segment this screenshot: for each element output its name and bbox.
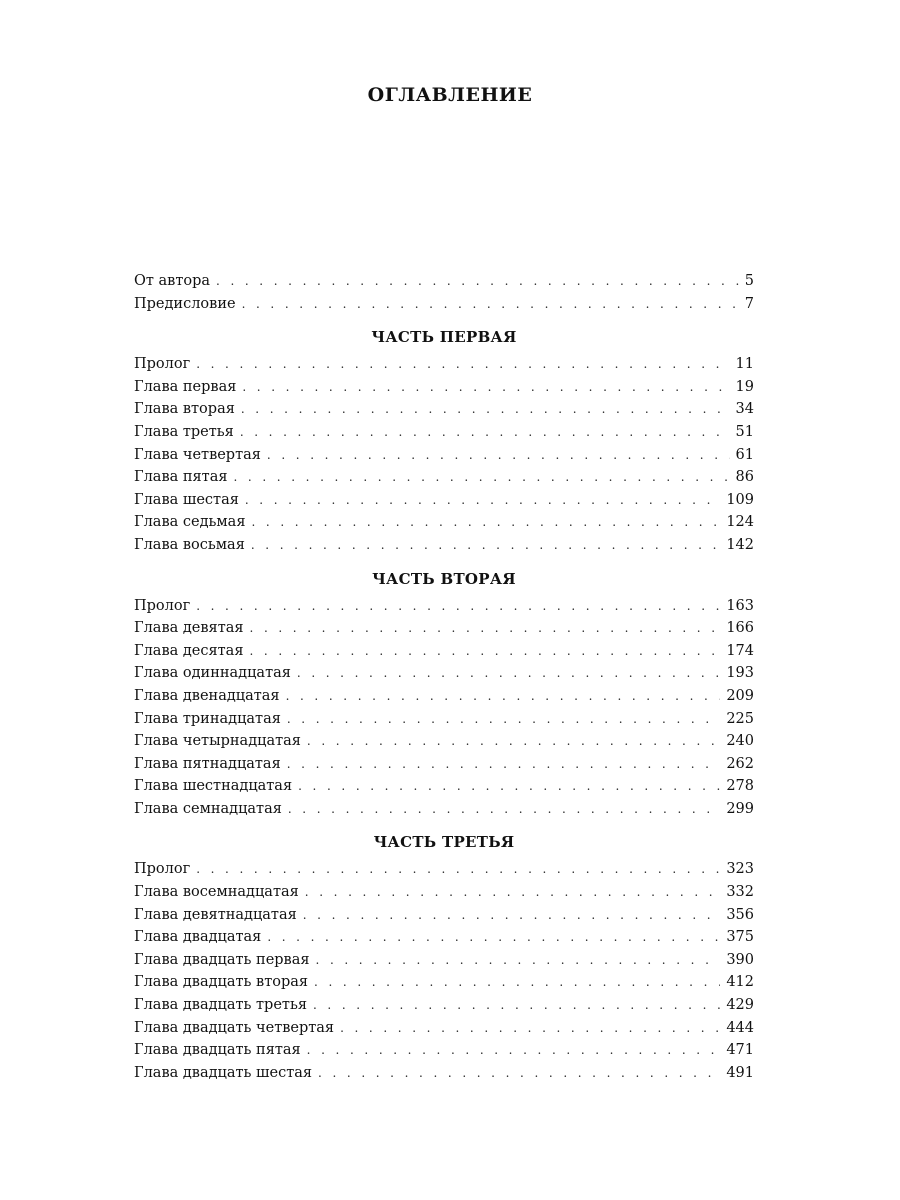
toc-entry-page: 124 [726, 514, 754, 531]
toc-entry-label: Глава вторая [134, 401, 235, 418]
toc-entry-page: 34 [735, 401, 754, 418]
toc-part-section [134, 325, 754, 556]
dot-leader [251, 534, 720, 557]
toc-entry[interactable] [134, 489, 754, 512]
toc-entry[interactable] [134, 949, 754, 972]
toc-entry-label: Глава шестая [134, 491, 239, 508]
toc-entry-page: 193 [726, 665, 754, 682]
dot-leader [249, 640, 720, 663]
toc-entry-label: Глава шестнадцатая [134, 778, 293, 795]
front-matter [134, 270, 754, 315]
toc-entry-page: 323 [726, 861, 754, 878]
part-heading: ЧАСТЬ ТРЕТЬЯ [373, 833, 515, 852]
dot-leader [267, 444, 730, 467]
toc-entry[interactable] [134, 376, 754, 399]
toc-entry-page: 491 [726, 1064, 754, 1081]
dot-leader [303, 904, 721, 927]
toc-entry-page: 444 [726, 1019, 754, 1036]
toc-entry-label: Глава семнадцатая [134, 800, 282, 817]
dot-leader [316, 949, 721, 972]
toc-entry-label: Глава двадцать вторая [134, 974, 309, 991]
toc-entry[interactable] [134, 881, 754, 904]
toc-entry-page: 412 [726, 974, 754, 991]
toc-entry-page: 61 [735, 446, 754, 463]
toc-entry-label: Глава восьмая [134, 536, 245, 553]
toc-entry[interactable] [134, 662, 754, 685]
dot-leader [305, 881, 721, 904]
toc-entry[interactable] [134, 685, 754, 708]
toc-entry[interactable] [134, 798, 754, 821]
toc-entry[interactable] [134, 595, 754, 618]
toc-entry[interactable] [134, 444, 754, 467]
toc-entry-page: 471 [726, 1042, 754, 1059]
toc-part-section [134, 567, 754, 821]
toc-entry-label: Глава четырнадцатая [134, 733, 301, 750]
toc-entry-label: Глава десятая [134, 642, 244, 659]
toc-entry-label: Глава двадцать третья [134, 997, 307, 1014]
toc-entry-page: 225 [726, 710, 754, 727]
dot-leader [314, 971, 720, 994]
toc-entry-page: 429 [726, 997, 754, 1014]
toc-entry-label: Глава первая [134, 378, 237, 395]
dot-leader [340, 1017, 720, 1040]
toc-entry[interactable] [134, 994, 754, 1017]
toc-entry[interactable] [134, 293, 754, 316]
toc-parts [134, 325, 754, 1084]
toc-entry-page: 7 [744, 295, 754, 312]
toc-entry-page: 278 [726, 778, 754, 795]
toc-entry-page: 262 [726, 755, 754, 772]
toc-entry[interactable] [134, 640, 754, 663]
toc-entry-page: 11 [735, 356, 754, 373]
dot-leader [267, 926, 720, 949]
toc-entry-page: 299 [726, 800, 754, 817]
toc-entry-label: Глава седьмая [134, 514, 246, 531]
dot-leader [245, 489, 720, 512]
toc-entry-label: От автора [134, 273, 211, 289]
page-title: ОГЛАВЛЕНИЕ [367, 84, 533, 106]
toc-entry[interactable] [134, 466, 754, 489]
toc-entry-label: Глава тринадцатая [134, 710, 281, 727]
toc-entry-page: 209 [726, 687, 754, 704]
toc-part-section [134, 830, 754, 1084]
dot-leader [251, 511, 720, 534]
toc-entry-label: Глава одиннадцатая [134, 665, 291, 682]
dot-leader [297, 662, 720, 685]
table-of-contents [134, 270, 754, 1084]
toc-entry[interactable] [134, 353, 754, 376]
dot-leader [286, 685, 721, 708]
dot-leader [313, 994, 720, 1017]
toc-entry-label: Глава пятнадцатая [134, 755, 281, 772]
toc-entry-page: 375 [726, 929, 754, 946]
toc-entry[interactable] [134, 730, 754, 753]
toc-entry-page: 332 [726, 884, 754, 901]
toc-entry[interactable] [134, 971, 754, 994]
toc-entry-page: 109 [726, 491, 754, 508]
toc-entry-label: Глава двадцать первая [134, 951, 310, 968]
toc-entry-page: 174 [726, 642, 754, 659]
toc-entry-page: 5 [744, 273, 754, 289]
toc-entry[interactable] [134, 904, 754, 927]
toc-entry[interactable] [134, 775, 754, 798]
toc-entry[interactable] [134, 398, 754, 421]
toc-entry[interactable] [134, 926, 754, 949]
dot-leader [287, 753, 721, 776]
dot-leader [234, 466, 730, 489]
toc-entry-label: Глава двадцать четвертая [134, 1019, 335, 1036]
toc-entry[interactable] [134, 421, 754, 444]
toc-entry-page: 240 [726, 733, 754, 750]
toc-entry-label: Глава девятнадцатая [134, 906, 297, 923]
toc-entry[interactable] [134, 1017, 754, 1040]
dot-leader [241, 398, 730, 421]
toc-entry-label: Глава четвертая [134, 446, 261, 463]
dot-leader [242, 293, 739, 316]
dot-leader [240, 421, 730, 444]
toc-entry[interactable] [134, 1062, 754, 1085]
toc-entry-page: 51 [735, 423, 754, 440]
toc-entry-label: Глава третья [134, 423, 234, 440]
dot-leader [196, 858, 720, 881]
toc-entry[interactable] [134, 708, 754, 731]
toc-entry-page: 163 [726, 597, 754, 614]
dot-leader [196, 353, 729, 376]
dot-leader [287, 708, 720, 731]
dot-leader [318, 1062, 720, 1085]
toc-entry-label: Глава восемнадцатая [134, 884, 299, 901]
dot-leader [216, 270, 739, 293]
toc-entry-label: Глава двадцать пятая [134, 1042, 301, 1059]
toc-entry[interactable] [134, 511, 754, 534]
toc-entry-label: Предисловие [134, 295, 236, 312]
toc-entry-label: Глава пятая [134, 469, 228, 486]
toc-entry[interactable] [134, 753, 754, 776]
dot-leader [196, 595, 720, 618]
toc-entry[interactable] [134, 270, 754, 293]
dot-leader [307, 1039, 721, 1062]
toc-entry[interactable] [134, 617, 754, 640]
toc-entry-page: 166 [726, 620, 754, 637]
toc-entry-label: Пролог [134, 356, 191, 373]
toc-entry-label: Пролог [134, 597, 191, 614]
toc-entry-page: 356 [726, 906, 754, 923]
toc-entry-page: 19 [735, 378, 754, 395]
part-heading: ЧАСТЬ ПЕРВАЯ [371, 328, 517, 347]
toc-entry-label: Глава двадцатая [134, 929, 262, 946]
dot-leader [250, 617, 721, 640]
toc-entry[interactable] [134, 1039, 754, 1062]
toc-entry-page: 86 [735, 469, 754, 486]
part-heading: ЧАСТЬ ВТОРАЯ [372, 569, 516, 588]
toc-entry[interactable] [134, 534, 754, 557]
toc-entry-label: Глава двадцать шестая [134, 1064, 313, 1081]
dot-leader [242, 376, 729, 399]
dot-leader [288, 798, 720, 821]
dot-leader [307, 730, 720, 753]
dot-leader [298, 775, 720, 798]
toc-entry-label: Глава двенадцатая [134, 687, 280, 704]
toc-entry[interactable] [134, 858, 754, 881]
toc-entry-page: 142 [726, 536, 754, 553]
toc-entry-page: 390 [726, 951, 754, 968]
toc-entry-label: Глава девятая [134, 620, 244, 637]
toc-entry-label: Пролог [134, 861, 191, 878]
